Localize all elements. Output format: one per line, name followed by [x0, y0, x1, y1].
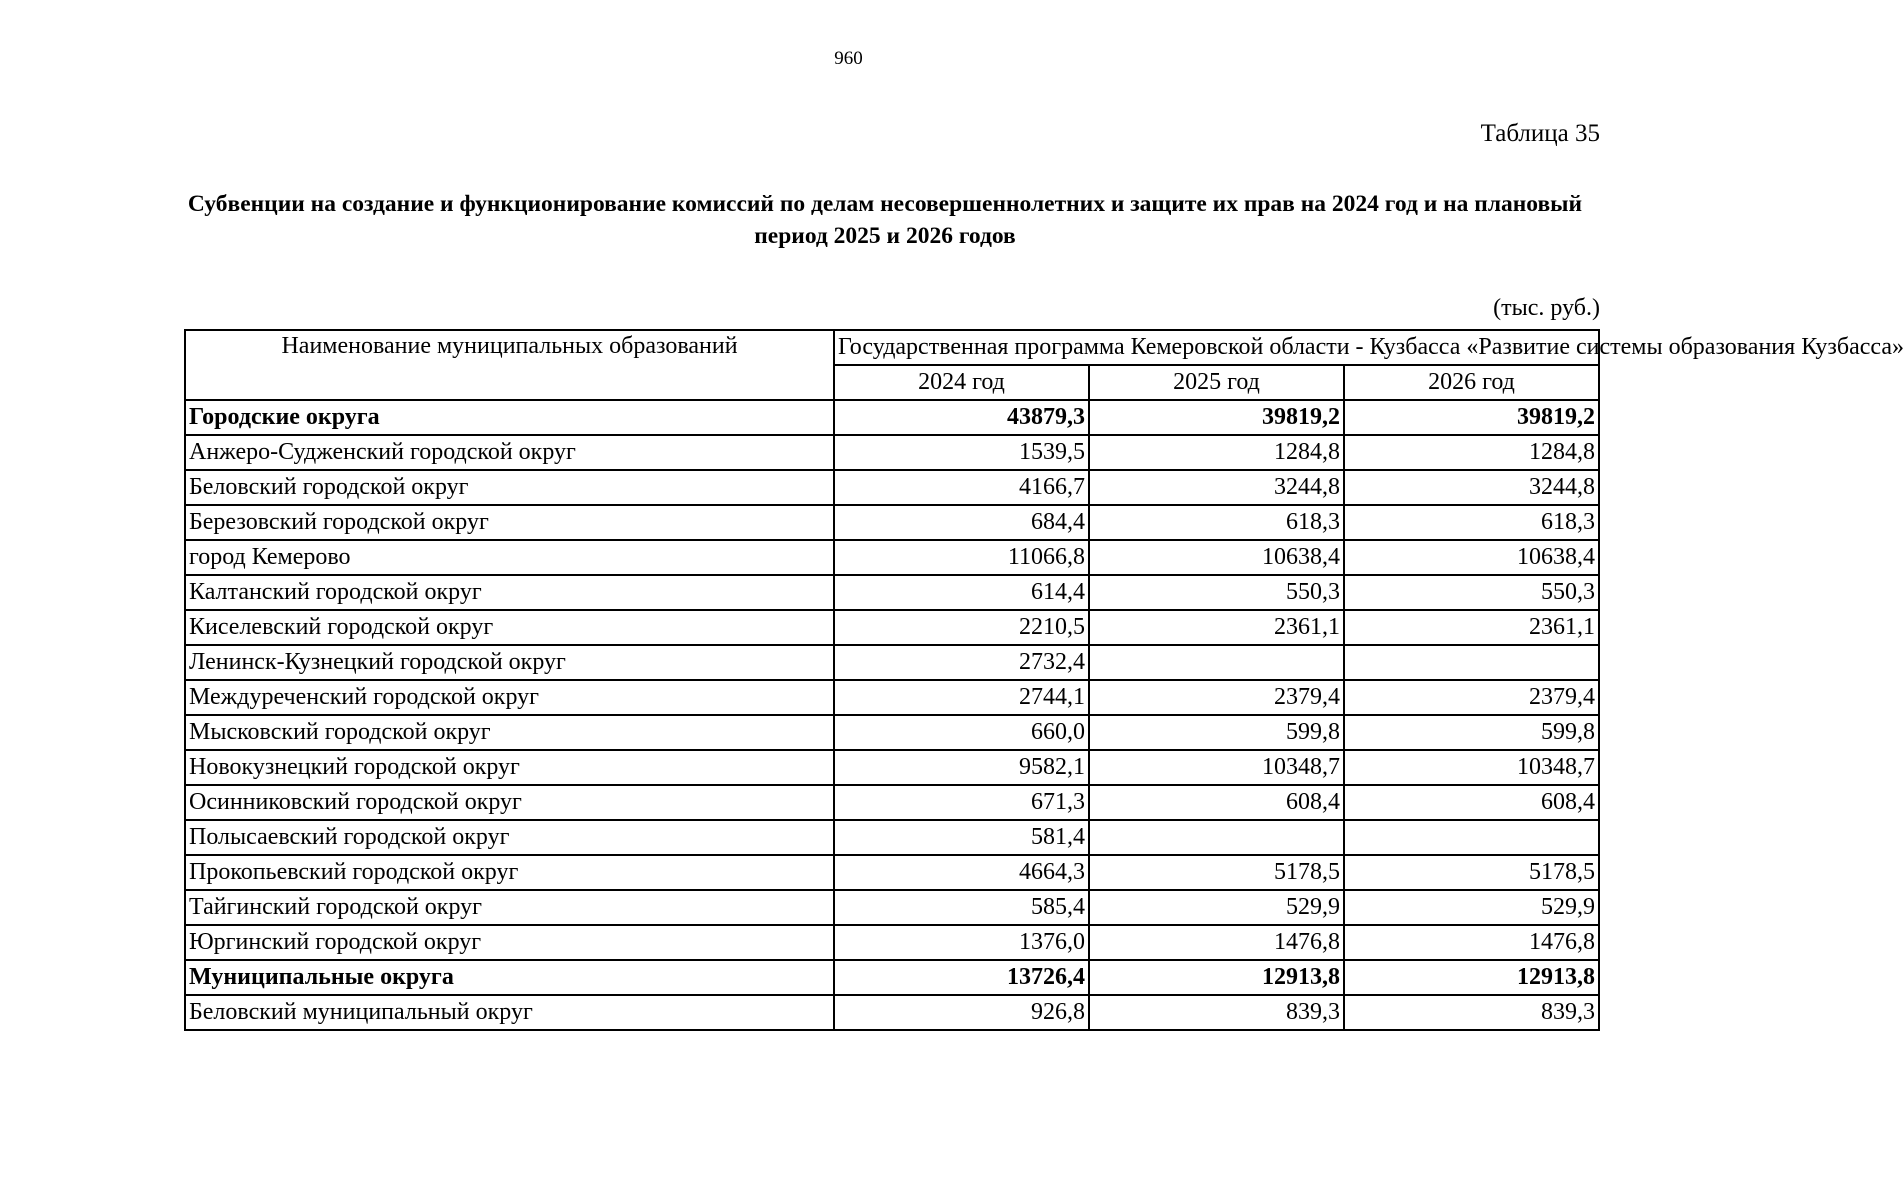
cell-name: Анжеро-Судженский городской округ [185, 435, 834, 470]
cell-2026: 1476,8 [1344, 925, 1599, 960]
page-number: 960 [834, 48, 863, 69]
cell-2024: 684,4 [834, 505, 1089, 540]
cell-2024: 660,0 [834, 715, 1089, 750]
cell-2025 [1089, 645, 1344, 680]
cell-2026: 5178,5 [1344, 855, 1599, 890]
cell-2024: 13726,4 [834, 960, 1089, 995]
cell-name: Междуреченский городской округ [185, 680, 834, 715]
units-note: (тыс. руб.) [1493, 295, 1600, 321]
cell-2025: 1476,8 [1089, 925, 1344, 960]
cell-name: Городские округа [185, 400, 834, 435]
cell-2026: 618,3 [1344, 505, 1599, 540]
cell-2026: 10348,7 [1344, 750, 1599, 785]
table-row [185, 890, 1599, 925]
cell-2024: 585,4 [834, 890, 1089, 925]
cell-2026: 12913,8 [1344, 960, 1599, 995]
cell-name: Новокузнецкий городской округ [185, 750, 834, 785]
cell-2025: 5178,5 [1089, 855, 1344, 890]
cell-name: Юргинский городской округ [185, 925, 834, 960]
cell-2025: 839,3 [1089, 995, 1344, 1030]
table-row [185, 855, 1599, 890]
header-name-column: Наименование муниципальных образований [185, 330, 834, 400]
cell-2024: 43879,3 [834, 400, 1089, 435]
document-title: Субвенции на создание и функционирование комиссий по делам несовершеннолетних и защите их прав на 2024 год и на плановый период 2025 и 2026 годов [187, 191, 1583, 249]
cell-2026: 2379,4 [1344, 680, 1599, 715]
table-group-row [185, 960, 1599, 995]
table-header [185, 330, 1904, 400]
table-row [185, 575, 1599, 610]
cell-2024: 1376,0 [834, 925, 1089, 960]
cell-2025: 618,3 [1089, 505, 1344, 540]
table-row [185, 470, 1599, 505]
cell-2024: 614,4 [834, 575, 1089, 610]
cell-name: Калтанский городской округ [185, 575, 834, 610]
cell-name: Березовский городской округ [185, 505, 834, 540]
cell-2024: 671,3 [834, 785, 1089, 820]
cell-2025: 550,3 [1089, 575, 1344, 610]
cell-2026: 39819,2 [1344, 400, 1599, 435]
header-program: Государственная программа Кемеровской области - Кузбасса «Развитие системы образования Кузбасса» [834, 330, 1599, 365]
cell-2026: 1284,8 [1344, 435, 1599, 470]
cell-2025: 608,4 [1089, 785, 1344, 820]
cell-2025: 1284,8 [1089, 435, 1344, 470]
cell-2024: 1539,5 [834, 435, 1089, 470]
cell-2026: 3244,8 [1344, 470, 1599, 505]
table-row [185, 750, 1599, 785]
cell-name: Осинниковский городской округ [185, 785, 834, 820]
cell-2024: 926,8 [834, 995, 1089, 1030]
cell-name: Беловский городской округ [185, 470, 834, 505]
cell-2024: 2744,1 [834, 680, 1089, 715]
cell-2026: 529,9 [1344, 890, 1599, 925]
cell-name: Полысаевский городской округ [185, 820, 834, 855]
table-row [185, 610, 1599, 645]
table-group-row [185, 400, 1599, 435]
cell-2025: 2361,1 [1089, 610, 1344, 645]
cell-2025 [1089, 820, 1344, 855]
cell-2024: 2210,5 [834, 610, 1089, 645]
cell-2025: 529,9 [1089, 890, 1344, 925]
cell-2024: 11066,8 [834, 540, 1089, 575]
cell-name: Ленинск-Кузнецкий городской округ [185, 645, 834, 680]
cell-name: Киселевский городской округ [185, 610, 834, 645]
cell-2024: 9582,1 [834, 750, 1089, 785]
cell-name: Прокопьевский городской округ [185, 855, 834, 890]
cell-2026: 2361,1 [1344, 610, 1599, 645]
table-row [185, 540, 1599, 575]
cell-2025: 599,8 [1089, 715, 1344, 750]
header-year-2025: 2025 год [1089, 365, 1344, 400]
table-row [185, 680, 1599, 715]
cell-2024: 4664,3 [834, 855, 1089, 890]
table-row [185, 715, 1599, 750]
table-row [185, 925, 1599, 960]
subvention-table [184, 329, 1904, 1031]
cell-2025: 3244,8 [1089, 470, 1344, 505]
cell-name: Муниципальные округа [185, 960, 834, 995]
table-row [185, 995, 1599, 1030]
cell-2025: 10638,4 [1089, 540, 1344, 575]
cell-2026: 550,3 [1344, 575, 1599, 610]
cell-2025: 39819,2 [1089, 400, 1344, 435]
table-row [185, 505, 1599, 540]
header-year-2026: 2026 год [1344, 365, 1599, 400]
cell-2026: 608,4 [1344, 785, 1599, 820]
cell-2026: 599,8 [1344, 715, 1599, 750]
cell-2024: 4166,7 [834, 470, 1089, 505]
cell-2025: 2379,4 [1089, 680, 1344, 715]
cell-name: город Кемерово [185, 540, 834, 575]
cell-2025: 10348,7 [1089, 750, 1344, 785]
table-row [185, 435, 1599, 470]
cell-2026: 839,3 [1344, 995, 1599, 1030]
header-year-2024: 2024 год [834, 365, 1089, 400]
cell-2026: 10638,4 [1344, 540, 1599, 575]
table-label: Таблица 35 [1480, 120, 1600, 147]
table-row [185, 785, 1599, 820]
cell-2026 [1344, 645, 1599, 680]
cell-2025: 12913,8 [1089, 960, 1344, 995]
table-body [185, 400, 1599, 1030]
cell-2026 [1344, 820, 1599, 855]
cell-2024: 581,4 [834, 820, 1089, 855]
cell-name: Мысковский городской округ [185, 715, 834, 750]
table-row [185, 820, 1599, 855]
cell-name: Беловский муниципальный округ [185, 995, 834, 1030]
cell-2024: 2732,4 [834, 645, 1089, 680]
table-row [185, 645, 1599, 680]
cell-name: Тайгинский городской округ [185, 890, 834, 925]
